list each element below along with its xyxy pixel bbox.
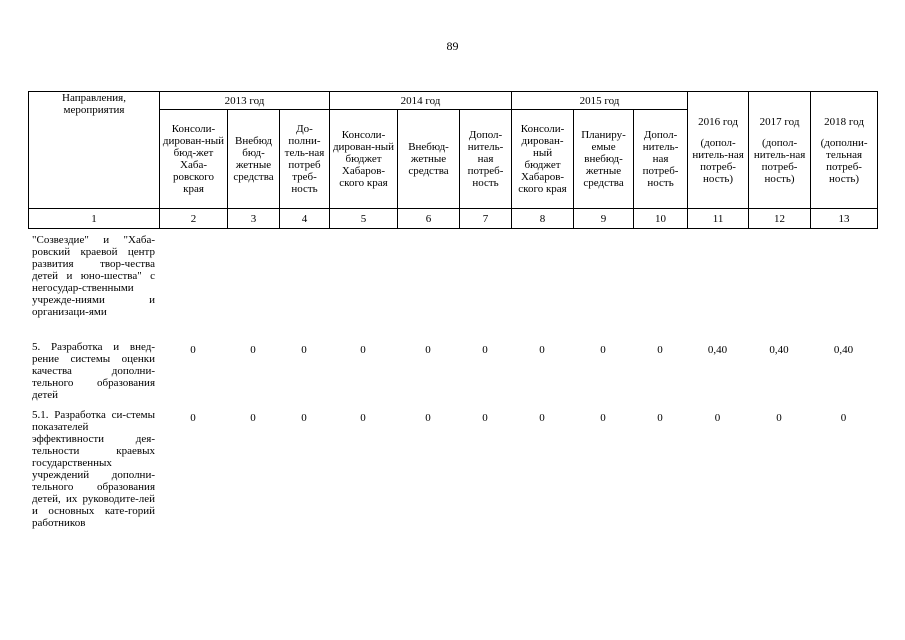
row-value [329, 234, 397, 341]
header-year-2017-label: 2017 год [759, 115, 800, 128]
header-sub-13: (дополни-тельная потреб-ность) [820, 136, 868, 185]
col-number: 10 [634, 209, 688, 229]
col-number: 13 [811, 209, 878, 229]
col-number: 9 [574, 209, 634, 229]
row-value [687, 234, 748, 341]
row-value [748, 234, 810, 341]
row-value: 0 [600, 344, 606, 356]
header-sub-7: Допол-нитель-ная потреб-ность [460, 110, 512, 209]
header-year-2015: 2015 год [512, 92, 688, 110]
row-value: 0 [482, 344, 488, 356]
budget-table-body [28, 234, 877, 544]
row-value: 0 [190, 344, 196, 356]
row-value: 0 [539, 412, 545, 424]
col-number: 5 [330, 209, 398, 229]
header-sub-8: Консоли-дирован-ный бюджет Хабаров-ского края [512, 110, 574, 209]
row-value: 0 [425, 344, 431, 356]
row-description: 5. Разработка и внед-рение системы оценки качества дополни-тельного образования детей [32, 341, 155, 401]
row-value: 0 [714, 412, 721, 424]
row-value: 0 [250, 344, 256, 356]
col-number: 12 [749, 209, 811, 229]
header-sub-6: Внебюд-жетные средства [398, 110, 460, 209]
col-number: 3 [228, 209, 280, 229]
row-value [459, 234, 511, 341]
row-value: 0 [776, 412, 782, 424]
header-year-2018-label: 2018 год [824, 115, 864, 128]
header-year-2016 [688, 92, 749, 209]
row-value: 0 [250, 412, 256, 424]
header-year-2018 [811, 92, 878, 209]
header-sub-3: Внебюд бюд-жетные средства [228, 110, 280, 209]
header-directions: Направления, мероприятия [29, 92, 160, 209]
row-value: 0 [482, 412, 488, 424]
row-description: 5.1. Разработка си-стемы показателей эффективности дея-тельности краевых государственных учреждений дополни-тельного образования детей, их руководите-лей и основных кате-горий работников [32, 409, 155, 529]
column-number-row [29, 209, 878, 229]
row-value [633, 234, 687, 341]
col-number: 8 [512, 209, 574, 229]
row-value: 0 [539, 344, 545, 356]
budget-table-header [28, 91, 878, 229]
header-year-2014: 2014 год [330, 92, 512, 110]
row-value [810, 234, 877, 341]
col-number: 1 [29, 209, 160, 229]
header-sub-9: Планиру-емые внебюд-жетные средства [574, 110, 634, 209]
header-sub-2: Консоли-дирован-ный бюд-жет Хаба-ровского края [160, 110, 228, 209]
row-value: 0,40 [833, 344, 854, 356]
table-row [28, 409, 877, 544]
row-value: 0 [360, 344, 366, 356]
header-sub-11: (допол-нитель-ная потреб-ность) [692, 136, 744, 185]
row-value: 0 [301, 344, 307, 356]
col-number: 7 [460, 209, 512, 229]
row-description: "Созвездие" и "Хаба-ровский краевой центр развития твор-чества детей и юно-шества" с негосудар-ственными учрежде-ниями и организаци-ями [32, 234, 155, 318]
row-value: 0,40 [769, 344, 789, 356]
row-value [159, 234, 227, 341]
row-value [227, 234, 279, 341]
col-number: 6 [398, 209, 460, 229]
header-sub-12: (допол-нитель-ная потреб-ность) [753, 136, 806, 185]
row-value [573, 234, 633, 341]
header-sub-10: Допол-нитель-ная потреб-ность [634, 110, 688, 209]
table-row [28, 341, 877, 409]
row-value: 0 [657, 344, 663, 356]
row-value [511, 234, 573, 341]
row-value: 0 [190, 412, 196, 424]
col-number: 4 [280, 209, 330, 229]
header-year-2016-label: 2016 год [698, 115, 738, 128]
row-value: 0,40 [707, 344, 728, 356]
table-row [28, 234, 877, 341]
row-value: 0 [657, 412, 663, 424]
col-number: 2 [160, 209, 228, 229]
row-value: 0 [301, 412, 307, 424]
row-value: 0 [425, 412, 431, 424]
header-year-2017 [749, 92, 811, 209]
header-sub-5: Консоли-дирован-ный бюджет Хабаров-ского края [330, 110, 398, 209]
row-value: 0 [600, 412, 606, 424]
header-year-2013: 2013 год [160, 92, 330, 110]
header-sub-4: До-полни-тель-ная потреб треб-ность [280, 110, 330, 209]
row-value: 0 [840, 412, 847, 424]
row-value [279, 234, 329, 341]
row-value: 0 [360, 412, 366, 424]
row-value [397, 234, 459, 341]
page-number: 89 [446, 39, 459, 53]
col-number: 11 [688, 209, 749, 229]
